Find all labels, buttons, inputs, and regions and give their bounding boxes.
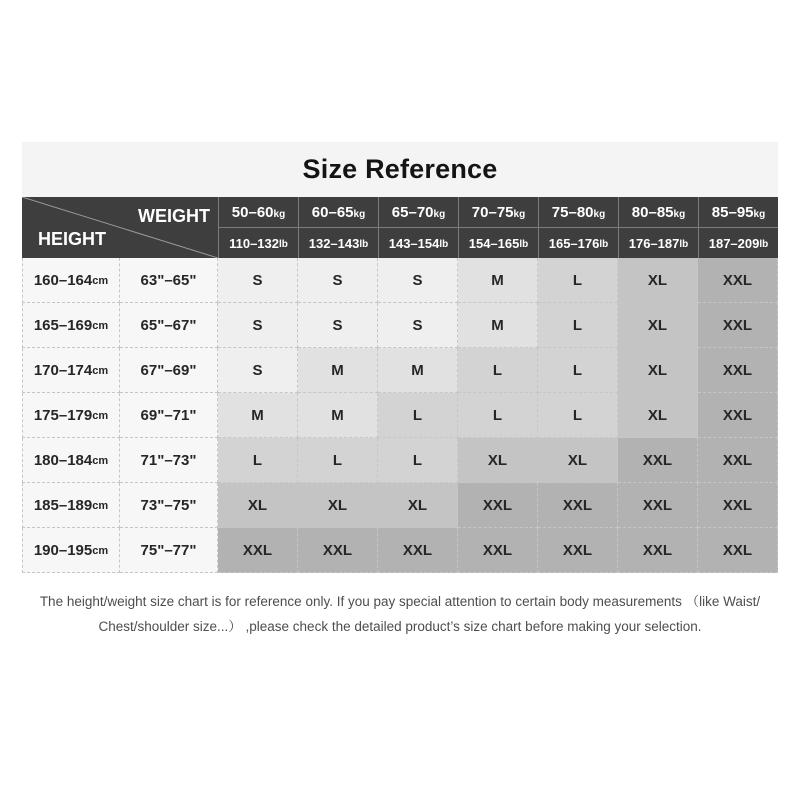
value-text: 160–164 xyxy=(33,271,93,289)
height-cm-cell-1 xyxy=(22,303,120,348)
lb-unit-label: lb xyxy=(279,239,288,250)
size-cell-r0-c1: S xyxy=(298,258,378,303)
size-cell-r6-c5: XXL xyxy=(618,528,698,573)
height-axis-label: HEIGHT xyxy=(38,229,107,249)
cm-unit-label: cm xyxy=(92,410,109,422)
disclaimer-text xyxy=(0,589,800,639)
cm-unit-label: cm xyxy=(92,455,109,467)
height-inch-cell-3 xyxy=(120,393,218,438)
cm-unit-label: cm xyxy=(92,275,109,287)
weight-header-lb-6 xyxy=(698,227,778,258)
size-cell-r3-c0: M xyxy=(218,393,298,438)
weight-header-lb-0 xyxy=(218,227,298,258)
height-cm-cell-4 xyxy=(22,438,120,483)
kg-unit-label: kg xyxy=(753,209,766,220)
cm-unit-label: cm xyxy=(92,500,109,512)
lb-unit-label: lb xyxy=(439,239,449,250)
size-cell-r0-c5: XL xyxy=(618,258,698,303)
lb-unit-label: lb xyxy=(359,239,369,250)
value-text: 73"–75" xyxy=(140,496,197,514)
size-cell-r4-c3: XL xyxy=(458,438,538,483)
size-cell-r1-c5: XL xyxy=(618,303,698,348)
weight-header-kg-4 xyxy=(538,197,618,227)
height-cm-cell-5 xyxy=(22,483,120,528)
size-cell-r2-c0: S xyxy=(218,348,298,393)
cm-unit-label: cm xyxy=(92,545,109,557)
size-cell-r1-c6: XXL xyxy=(698,303,778,348)
size-cell-r1-c2: S xyxy=(378,303,458,348)
weight-header-kg-5 xyxy=(618,197,698,227)
value-text: 70–75 xyxy=(471,203,514,221)
page-title: Size Reference xyxy=(302,154,498,184)
value-text: 65–70 xyxy=(391,203,434,221)
size-cell-r4-c5: XXL xyxy=(618,438,698,483)
size-cell-r3-c3: L xyxy=(458,393,538,438)
cm-unit-label: cm xyxy=(92,365,109,377)
size-cell-r4-c1: L xyxy=(298,438,378,483)
cm-unit-label: cm xyxy=(92,320,109,332)
size-cell-r6-c4: XXL xyxy=(538,528,618,573)
size-cell-r5-c3: XXL xyxy=(458,483,538,528)
size-cell-r3-c2: L xyxy=(378,393,458,438)
size-cell-r4-c4: XL xyxy=(538,438,618,483)
size-cell-r2-c1: M xyxy=(298,348,378,393)
height-inch-cell-0 xyxy=(120,258,218,303)
size-cell-r4-c2: L xyxy=(378,438,458,483)
size-cell-r2-c6: XXL xyxy=(698,348,778,393)
value-text: 154–165 xyxy=(468,235,520,251)
size-cell-r0-c2: S xyxy=(378,258,458,303)
size-cell-r4-c6: XXL xyxy=(698,438,778,483)
value-text: 165–176 xyxy=(548,235,600,251)
size-cell-r2-c2: M xyxy=(378,348,458,393)
weight-header-lb-4 xyxy=(538,227,618,258)
weight-header-lb-3 xyxy=(458,227,538,258)
value-text: 67"–69" xyxy=(140,361,197,379)
lb-unit-label: lb xyxy=(679,239,689,250)
disclaimer-line-2: Chest/shoulder size...） ,please check the detailed product’s size chart before making your selection. xyxy=(98,619,702,634)
height-inch-cell-4 xyxy=(120,438,218,483)
size-cell-r1-c0: S xyxy=(218,303,298,348)
weight-axis-label: WEIGHT xyxy=(138,206,210,226)
size-cell-r1-c4: L xyxy=(538,303,618,348)
value-text: 75–80 xyxy=(551,203,594,221)
size-reference-table xyxy=(22,142,778,573)
value-text: 170–174 xyxy=(33,361,93,379)
weight-header-lb-1 xyxy=(298,227,378,258)
size-cell-r0-c3: M xyxy=(458,258,538,303)
size-cell-r2-c4: L xyxy=(538,348,618,393)
weight-header-lb-5 xyxy=(618,227,698,258)
value-text: 165–169 xyxy=(33,316,93,334)
size-cell-r5-c5: XXL xyxy=(618,483,698,528)
title-band xyxy=(22,142,778,197)
value-text: 75"–77" xyxy=(140,541,197,559)
size-cell-r4-c0: L xyxy=(218,438,298,483)
size-cell-r6-c0: XXL xyxy=(218,528,298,573)
height-inch-cell-5 xyxy=(120,483,218,528)
kg-unit-label: kg xyxy=(433,209,446,220)
weight-header-kg-3 xyxy=(458,197,538,227)
size-cell-r1-c3: M xyxy=(458,303,538,348)
corner-cell xyxy=(22,197,218,258)
size-cell-r5-c1: XL xyxy=(298,483,378,528)
height-inch-cell-2 xyxy=(120,348,218,393)
kg-unit-label: kg xyxy=(513,209,526,220)
size-cell-r0-c6: XXL xyxy=(698,258,778,303)
size-cell-r3-c1: M xyxy=(298,393,378,438)
lb-unit-label: lb xyxy=(599,239,609,250)
size-cell-r5-c0: XL xyxy=(218,483,298,528)
size-cell-r1-c1: S xyxy=(298,303,378,348)
value-text: 85–95 xyxy=(711,203,754,221)
height-inch-cell-1 xyxy=(120,303,218,348)
height-inch-cell-6 xyxy=(120,528,218,573)
kg-unit-label: kg xyxy=(673,209,686,220)
height-cm-cell-6 xyxy=(22,528,120,573)
value-text: 180–184 xyxy=(33,451,93,469)
height-cm-cell-2 xyxy=(22,348,120,393)
size-cell-r0-c4: L xyxy=(538,258,618,303)
lb-unit-label: lb xyxy=(759,239,769,250)
kg-unit-label: kg xyxy=(593,209,606,220)
size-cell-r0-c0: S xyxy=(218,258,298,303)
weight-header-lb-2 xyxy=(378,227,458,258)
value-text: 190–195 xyxy=(33,541,93,559)
value-text: 185–189 xyxy=(33,496,93,514)
weight-header-kg-2 xyxy=(378,197,458,227)
value-text: 80–85 xyxy=(631,203,674,221)
value-text: 175–179 xyxy=(33,406,93,424)
size-cell-r3-c6: XXL xyxy=(698,393,778,438)
size-cell-r6-c1: XXL xyxy=(298,528,378,573)
value-text: 132–143 xyxy=(308,235,360,251)
height-cm-cell-0 xyxy=(22,258,120,303)
height-cm-cell-3 xyxy=(22,393,120,438)
size-cell-r6-c6: XXL xyxy=(698,528,778,573)
value-text: 71"–73" xyxy=(140,451,197,469)
lb-unit-label: lb xyxy=(519,239,529,250)
weight-header-kg-0 xyxy=(218,197,298,227)
size-cell-r2-c3: L xyxy=(458,348,538,393)
value-text: 60–65 xyxy=(311,203,354,221)
value-text: 69"–71" xyxy=(140,406,197,424)
weight-header-kg-6 xyxy=(698,197,778,227)
size-cell-r5-c2: XL xyxy=(378,483,458,528)
size-cell-r6-c2: XXL xyxy=(378,528,458,573)
value-text: 50–60 xyxy=(231,203,274,221)
value-text: 110–132 xyxy=(229,235,279,251)
size-cell-r3-c4: L xyxy=(538,393,618,438)
value-text: 65"–67" xyxy=(140,316,197,334)
size-cell-r2-c5: XL xyxy=(618,348,698,393)
weight-header-kg-1 xyxy=(298,197,378,227)
size-cell-r6-c3: XXL xyxy=(458,528,538,573)
value-text: 63"–65" xyxy=(140,271,197,289)
kg-unit-label: kg xyxy=(353,209,366,220)
value-text: 187–209 xyxy=(708,235,760,251)
table-body xyxy=(22,258,778,573)
disclaimer-line-1: The height/weight size chart is for reference only. If you pay special attention to certain body measurements （like Waist/ xyxy=(39,594,761,609)
value-text: 176–187 xyxy=(628,235,680,251)
size-cell-r5-c4: XXL xyxy=(538,483,618,528)
size-cell-r3-c5: XL xyxy=(618,393,698,438)
kg-unit-label: kg xyxy=(273,209,286,220)
size-cell-r5-c6: XXL xyxy=(698,483,778,528)
table-header xyxy=(22,197,778,258)
value-text: 143–154 xyxy=(388,235,440,251)
